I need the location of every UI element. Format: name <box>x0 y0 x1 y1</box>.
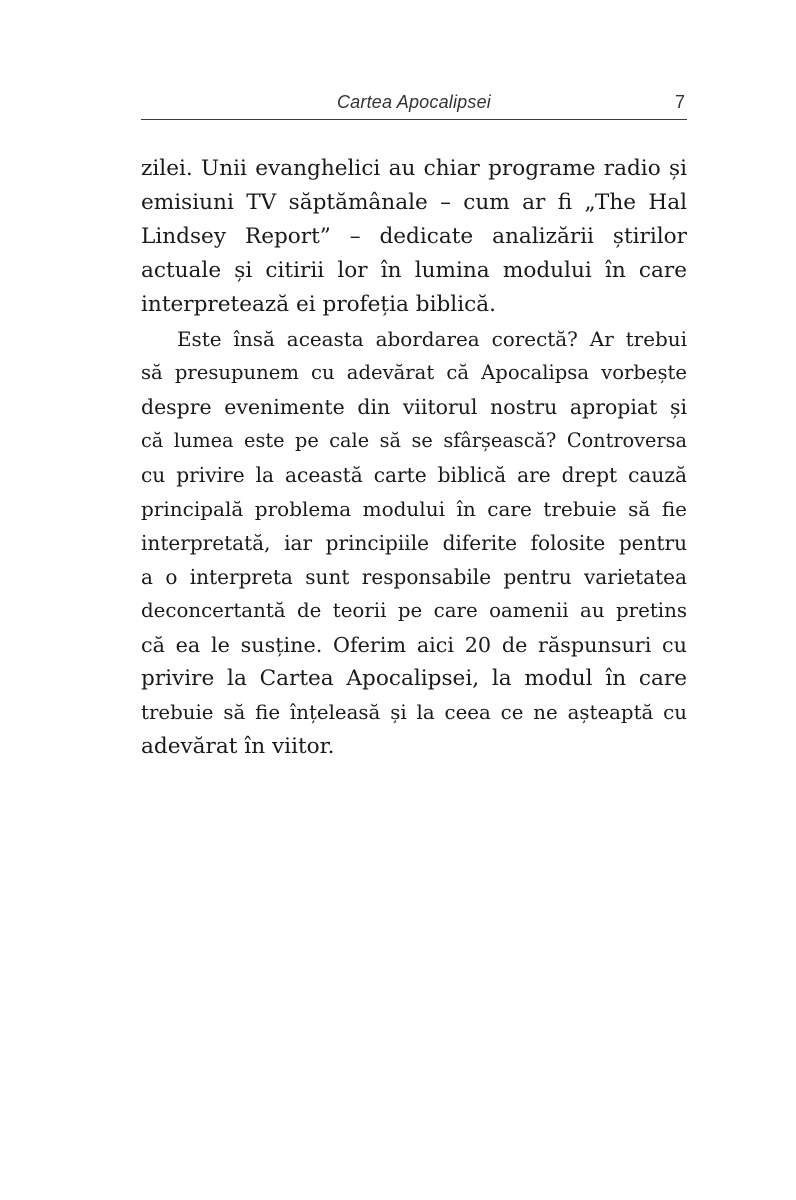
text-line: principală problema modului în care trebuie să fie <box>141 497 687 521</box>
text-line: interpretată, iar principiile diferite folosite pentru <box>141 531 687 555</box>
text-line: că ea le susține. Oferim aici 20 de răspunsuri cu <box>141 633 687 657</box>
page-number: 7 <box>674 92 685 112</box>
text-line: cu privire la această carte biblică are drept cauză <box>141 463 687 487</box>
text-line: despre evenimente din viitorul nostru apropiat și <box>141 395 687 419</box>
text-line: deconcertantă de teorii pe care oamenii au pretins <box>141 599 687 622</box>
text-line: zilei. Unii evanghelici au chiar programe radio și <box>141 156 687 181</box>
text-line: adevărat în viitor. <box>141 734 335 759</box>
text-line: privire la Cartea Apocalipsei, la modul în care <box>141 666 687 691</box>
paragraph-2 <box>141 322 687 764</box>
text-line: trebuie să fie înțeleasă și la ceea ce ne așteaptă cu <box>141 701 687 724</box>
text-line: emisiuni TV săptămânale – cum ar fi „The Hal <box>141 190 687 215</box>
text-line: a o interpreta sunt responsabile pentru varietatea <box>141 565 687 589</box>
text-line: că lumea este pe cale să se sfârșească? Controversa <box>141 429 687 452</box>
paragraph-1 <box>141 152 687 322</box>
text-line: Este însă aceasta abordarea corectă? Ar trebui <box>177 327 687 351</box>
running-header <box>141 88 687 118</box>
text-line: Lindsey Report” – dedicate analizării știrilor <box>141 224 687 249</box>
text-line: interpretează ei profeția biblică. <box>141 292 496 317</box>
header-rule <box>141 119 687 120</box>
body-text <box>141 152 687 764</box>
text-line: actuale și citirii lor în lumina modului în care <box>141 258 687 283</box>
running-header-title: Cartea Apocalipsei <box>336 92 492 112</box>
text-line: să presupunem cu adevărat că Apocalipsa vorbește <box>141 361 687 384</box>
